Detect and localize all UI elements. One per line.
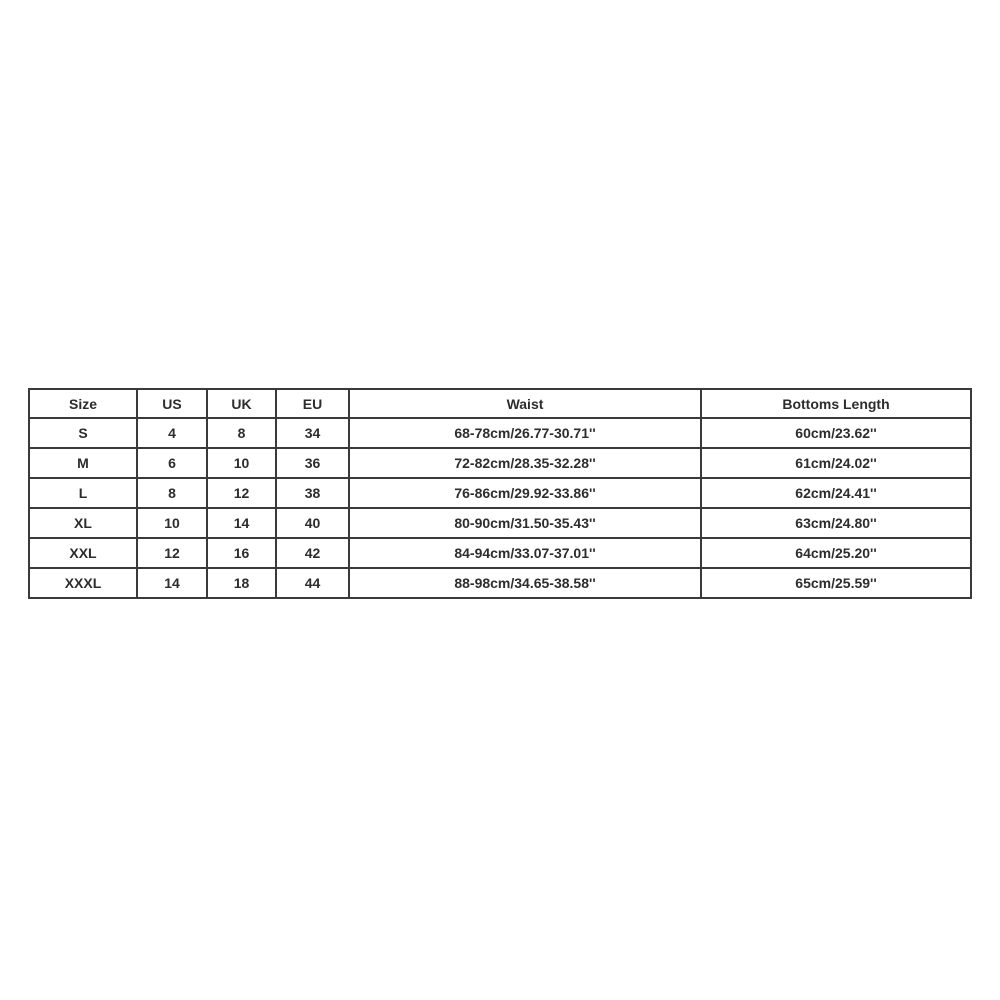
table-cell: 38 [276,478,349,508]
table-cell: 44 [276,568,349,598]
table-cell: 62cm/24.41'' [701,478,971,508]
column-header: EU [276,389,349,418]
table-cell: 8 [137,478,207,508]
table-cell: 84-94cm/33.07-37.01'' [349,538,701,568]
table-cell: S [29,418,137,448]
table-row [29,448,971,478]
column-header: US [137,389,207,418]
table-cell: 34 [276,418,349,448]
column-header: Size [29,389,137,418]
table-cell: 10 [137,508,207,538]
table-cell: 8 [207,418,276,448]
column-header: Bottoms Length [701,389,971,418]
table-cell: 63cm/24.80'' [701,508,971,538]
table-cell: 40 [276,508,349,538]
table-row [29,508,971,538]
table-cell: 88-98cm/34.65-38.58'' [349,568,701,598]
column-header: UK [207,389,276,418]
table-cell: 72-82cm/28.35-32.28'' [349,448,701,478]
table-row [29,478,971,508]
table-cell: 36 [276,448,349,478]
table-cell: 80-90cm/31.50-35.43'' [349,508,701,538]
column-header: Waist [349,389,701,418]
table-cell: 4 [137,418,207,448]
table-cell: 14 [207,508,276,538]
table-cell: 64cm/25.20'' [701,538,971,568]
table-row [29,568,971,598]
table-cell: XXL [29,538,137,568]
table-cell: 12 [207,478,276,508]
table-cell: 76-86cm/29.92-33.86'' [349,478,701,508]
table-cell: 10 [207,448,276,478]
size-chart-header [29,389,971,418]
table-cell: XXXL [29,568,137,598]
table-cell: 6 [137,448,207,478]
table-row [29,418,971,448]
table-cell: 68-78cm/26.77-30.71'' [349,418,701,448]
table-cell: 16 [207,538,276,568]
table-cell: M [29,448,137,478]
table-cell: 65cm/25.59'' [701,568,971,598]
table-cell: L [29,478,137,508]
table-cell: 42 [276,538,349,568]
header-row [29,389,971,418]
size-chart-body [29,418,971,598]
table-row [29,538,971,568]
table-cell: 14 [137,568,207,598]
table-cell: 60cm/23.62'' [701,418,971,448]
table-cell: 61cm/24.02'' [701,448,971,478]
table-cell: 18 [207,568,276,598]
size-chart-table [28,388,972,599]
table-cell: 12 [137,538,207,568]
table-cell: XL [29,508,137,538]
